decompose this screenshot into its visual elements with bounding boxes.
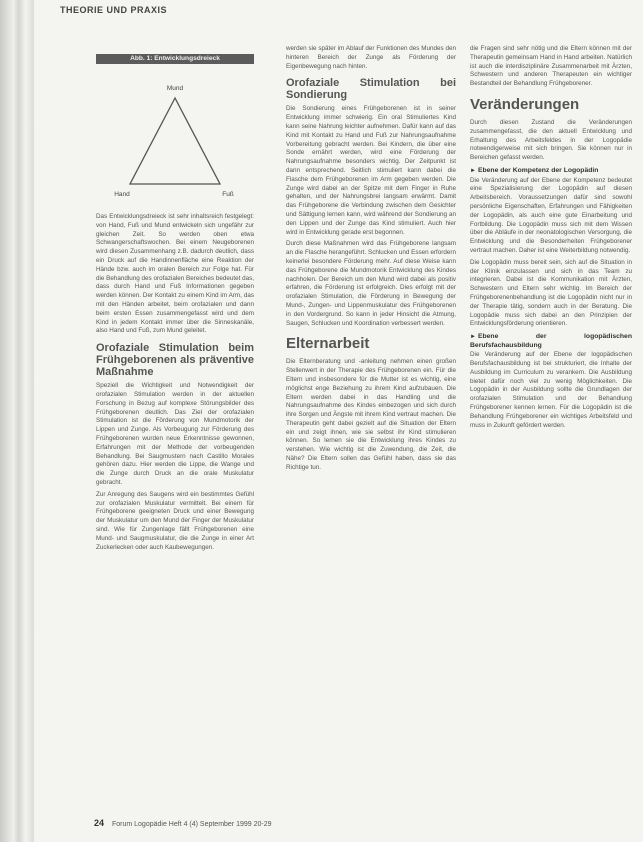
paragraph: Das Entwicklungsdreieck ist sehr inhaltsreich festgelegt: von Hand, Fuß und Mund entwickeln sich ungefähr zur gleichen Zeit. So werden oben etwa Schwangerschaftswochen. Bei einem Neugeborenen wird diesen Zusammenhang z.B. dadurch deutlich, dass ein Druck auf die Handinnenfläche eine Reaktion der Hände bzw. auch im oralen Bereich zur Folge hat. Für die Behandlung des orofazialen Bereiches bedeutet das, dass durch Hand und Fuß Informationen gegeben werden können. Der Kontakt zu einem Kind im Arm, das mit den Händen arbeitet, beim orofazialen und dann beim ersten Essen zusammengefasst wird und dem Kind in jedem Kontakt immer über die Sinneskanäle, also Hand und Fuß, zum Mund geleitet. [96, 213, 254, 335]
column-3 [470, 45, 632, 433]
subheading-text: Ebene der logopädischen Berufsfachausbildung [470, 333, 632, 349]
triangle-shape [130, 98, 220, 184]
paragraph: Speziell die Wichtigkeit und Notwendigkeit der orofazialen Stimulation werden in der aktuellen Forschung in Bezug auf komplexe Störungsbilder des Frühgeborenen deutlich. Das Ziel der orofazialen Stimulation ist die Förderung von Mundmotorik der Lippen und Zunge. Als Vorbeugung zur Förderung des Frühgeborenen wurden neue Erkenntnisse gewonnen, Erfahrungen mit der Methode der vorbeugenden Behandlung. Bei Saugmustern nach Castillo Morales gehören dazu. Hier werden die Lippe, die Wange und die Zunge durch Druck an die orale Muskulatur gebracht. [96, 382, 254, 486]
figure-development-triangle [96, 54, 254, 206]
paragraph: Die Elternberatung und -anleitung nehmen einen großen Stellenwert in der Therapie des Frühgeborenen ein. Für die Eltern und insbesondere für die Mutter ist es wichtig, eine möglichst enge Beziehung zu ihrem Kind aufzubauen. Die Eltern werden dabei in das Handling und die Nahrungsaufnahme des Kindes einbezogen und sich durch ihre Sorgen und Ängste mit ihrem Kind vertraut machen. Die Therapeutin geht dabei gezielt auf die Situation der Eltern ein und zeigt ihnen, wie sie selbst ihr Kind stimulieren können. So lernen sie die Entwicklung ihres Kindes zu verstehen. Wie wichtig ist die Zuwendung, die Zeit, die Nähe? Die Eltern sollen das Gefühl haben, dass sie das Richtige tun. [286, 358, 456, 471]
triangle-bullet-icon: ► [470, 334, 476, 341]
paragraph: Die Veränderung auf der Ebene der logopädischen Berufsfachausbildung ist bei strukturiert, die Inhalte der Ausbildung im Curriculum zu verankern. Die Ausbildung bietet dafür noch viel zu wenig Möglichkeiten. Die Logopädin in der Ausbildung sollte die Grundlagen der orofazialen Stimulation und der Behandlung Frühgeborener kennen lernen. Für die Logopädin ist die Behandlung Frühgeborener ein wichtiges Arbeitsfeld und muss in Zukunft gefördert werden. [470, 351, 632, 429]
subheading-berufsfachausbildung [470, 333, 632, 350]
label-hand: Hand [114, 191, 130, 198]
paragraph: Die Veränderung auf der Ebene der Kompetenz bedeutet eine Spezialisierung der Logopädin auf diesen Arbeitsbereich. Voraussetzungen dafür sind sowohl persönliche Eigenschaften, Erfahrungen und Fähigkeiten der Logopädin, als auch eine gute Einarbeitung und Fortbildung. Die Logopädin muss sich mit dem Wissen über die Abläufe in der neonatologischen Versorgung, die Entwicklung und die Besonderheiten Frühgeborener vertraut machen. Daher ist eine Weiterbildung notwendig. [470, 176, 632, 254]
paragraph: Die Logopädin muss bereit sein, sich auf die Situation in der Klinik einzulassen und sich in das Team zu integrieren. Dabei ist die Kommunikation mit Ärzten, Schwestern und Eltern sehr wichtig. Im Bereich der Frühgeborenenbehandlung ist die Logopädin nicht nur in der Therapie tätig, sondern auch in der Beratung. Die Logopädie muss sich dabei an den Prinzipien der Entwicklungsförderung orientieren. [470, 258, 632, 328]
paragraph: Die Sondierung eines Frühgeborenen ist in seiner Entwicklung immer schwierig. Ein oral Stimuliertes Kind kann seine Nahrung leichter aufnehmen. Dafür kann auf das Kind mit Kontakt zu Hand und Fuß zur Nahrungsaufnahme Vorbereitung gebracht werden. Bei Kindern, die über eine Sonde ernährt werden, wird eine Förderung der Nahrungsaufnahme besonders wichtig. Der Zeitpunkt ist dann entsprechend. Seitlich stimuliert kann dabei die Flasche dem Frühgeborenen im Arm gegeben werden. Die Zunge wird dabei an der Spitze mit dem Finger in Ruhe gehalten, und der Nahrungsbrei langsam erwärmt. Damit das Frühgeborene die Verbindung zwischen dem Gesichter und Sättigung lernen kann, wird während der Sondierung an den Lippen und der Zunge das Kind stimuliert. Auch hier wird in Entwicklung gerade erst begonnen. [286, 105, 456, 236]
heading-elternarbeit: Elternarbeit [286, 335, 370, 353]
section-rubric: THEORIE UND PRAXIS [60, 5, 168, 15]
heading-veraenderungen: Veränderungen [470, 95, 580, 113]
label-fuss: Fuß [222, 191, 234, 198]
triangle-bullet-icon: ► [470, 167, 476, 174]
page-footer [94, 818, 272, 828]
heading-sondierung: Orofaziale Stimulation bei Sondierung [286, 77, 456, 102]
page-edge [0, 0, 34, 842]
label-mund: Mund [166, 85, 184, 92]
triangle-diagram [96, 64, 254, 206]
journal-info: Forum Logopädie Heft 4 (4) September 1999 20-29 [111, 821, 272, 828]
subheading-kompetenz [470, 167, 632, 176]
column-1 [96, 213, 254, 555]
page-number: 24 [94, 818, 105, 828]
paragraph: die Fragen sind sehr nötig und die Eltern können mit der Therapeutin gemeinsam Hand in Hand arbeiten. Natürlich ist auch die interdisziplinäre Zusammenarbeit mit Ärzten, Schwestern und anderen Therapeuten ein wichtiger Bestandteil der Behandlung Frühgeborener. [470, 45, 632, 88]
figure-title: Abb. 1: Entwicklungsdreieck [96, 54, 254, 64]
column-2 [286, 45, 456, 476]
subheading-text: Ebene der Kompetenz der Logopädin [477, 166, 599, 174]
paragraph: Durch diese Maßnahmen wird das Frühgeborene langsam an die Flasche herangeführt. Schlucken und Essen erfordern keinerlei besondere Förderung mehr. Auf diese Weise kann das Frühgeborene die Mundmotorik Entwicklung des Kindes nachholen. Der Bereich um den Mund wird dabei als positiv erfahren, die Förderung ist erfolgreich. Dies erfolgt mit der orofazialen Stimulation, die Förderung in Bewegung der Mund-, Zungen- und Lippenmuskulatur des Frühgeborenen in den Vordergrund. So kann in jeder Hinsicht die Atmung, Saugen, Schlucken und Koordination verbessert werden. [286, 240, 456, 327]
paragraph: werden sie später im Ablauf der Funktionen des Mundes den hinteren Bereich der Zunge als Förderung der Eigenbewegung nach hinten. [286, 45, 456, 70]
paragraph: Durch diesen Zustand die Veränderungen zusammengefasst, die den aktuell Entwicklung und Erhaltung des Arbeitsfeldes in der Logopädie notwendigerweise mit sich bringen. Sie können nur in Bereichen gefasst werden. [470, 118, 632, 162]
heading-stimulation-preventive: Orofaziale Stimulation beim Frühgeborenen als präventive Maßnahme [96, 342, 254, 379]
paragraph: Zur Anregung des Saugens wird ein bestimmtes Gefühl zur orofazialen Muskulatur vermittelt. Bei einem für Frühgeborene geeigneten Druck und einer Bewegung der Muskulatur um den Mund der Finger der Muskulatur sind. Wie für Zungenlage fällt Frühgeborenen eine Mund- und Saugmuskulatur, die die Zunge in einer Art Zuckerlecken oder auch Kaubewegungen. [96, 490, 254, 551]
